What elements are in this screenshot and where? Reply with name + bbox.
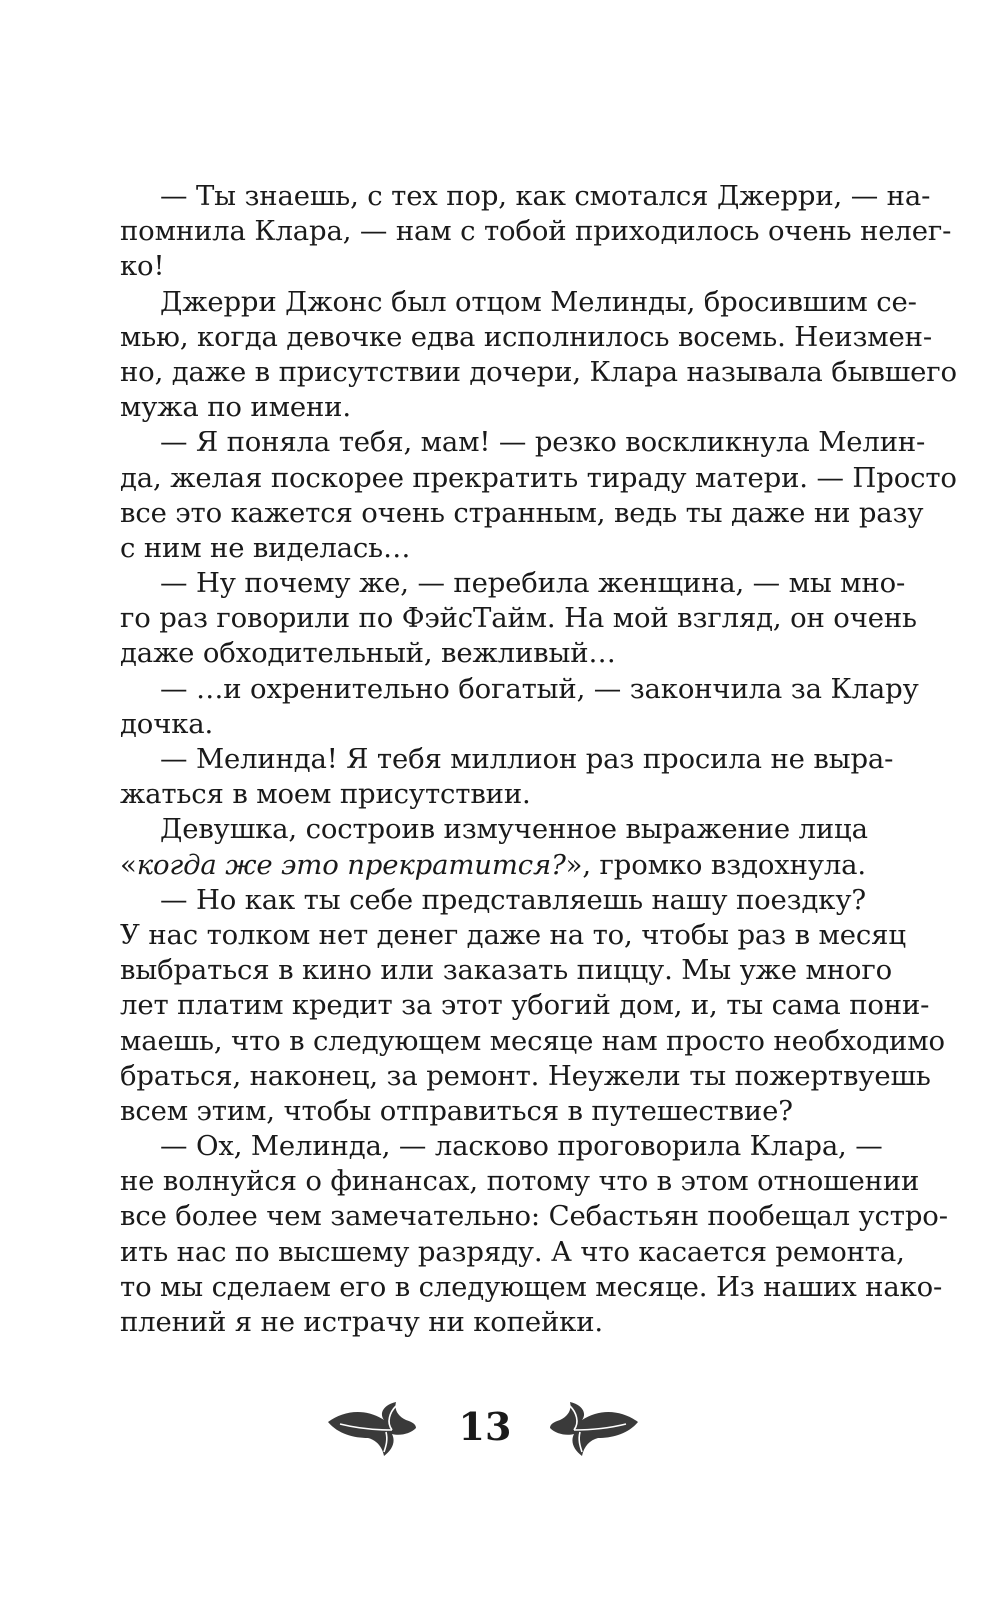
leaf-ornament-icon: [326, 1400, 418, 1458]
text-line: ить нас по высшему разряду. А что касается ремонта,: [120, 1235, 905, 1268]
text-line: помнила Клара, — нам с тобой приходилось очень нелег-: [120, 215, 952, 248]
text-line: выбраться в кино или заказать пиццу. Мы уже много: [120, 954, 892, 987]
text-line: Девушка, состроив измученное выражение лица: [160, 813, 868, 846]
text-line: с ним не виделась…: [120, 531, 411, 564]
text-line: всем этим, чтобы отправиться в путешествие?: [120, 1094, 793, 1127]
text-line: мью, когда девочке едва исполнилось восемь. Неизмен-: [120, 320, 932, 353]
text-line: браться, наконец, за ремонт. Неужели ты пожертвуешь: [120, 1059, 931, 1092]
text-line: Джерри Джонс был отцом Мелинды, бросившим се-: [160, 285, 917, 318]
text-line: «когда же это прекратится?», громко вздохнула.: [120, 848, 867, 881]
text-line: — Мелинда! Я тебя миллион раз просила не выра-: [160, 743, 894, 775]
text-line: то мы сделаем его в следующем месяце. Из наших нако-: [120, 1270, 943, 1303]
text-line: — Но как ты себе представляешь нашу поездку?: [160, 883, 866, 916]
text-line: все более чем замечательно: Себастьян пообещал устро-: [120, 1200, 948, 1233]
text-line: маешь, что в следующем месяце нам просто необходимо: [120, 1024, 945, 1057]
text-line: — Ты знаешь, с тех пор, как смотался Джерри, — на-: [160, 180, 931, 212]
text-line: но, даже в присутствии дочери, Клара называла бывшего: [120, 355, 957, 388]
text-line: все это кажется очень странным, ведь ты даже ни разу: [120, 496, 924, 529]
text-line: — Ну почему же, — перебила женщина, — мы мно-: [160, 567, 906, 600]
text-line: мужа по имени.: [120, 391, 351, 424]
text-line: — Ох, Мелинда, — ласково проговорила Клара, —: [160, 1130, 883, 1163]
text-line: жаться в моем присутствии.: [120, 778, 531, 811]
text-line: го раз говорили по ФэйсТайм. На мой взгляд, он очень: [120, 602, 917, 635]
text-line: — Я поняла тебя, мам! — резко воскликнула Мелин-: [160, 426, 926, 459]
text-line: даже обходительный, вежливый…: [120, 637, 616, 670]
text-line: — …и охренительно богатый, — закончила за Клару: [160, 672, 919, 705]
leaf-ornament-icon: [548, 1400, 640, 1458]
italic-quote: когда же это прекратится?: [136, 848, 566, 881]
text-line: да, желая поскорее прекратить тираду матери. — Просто: [120, 461, 957, 494]
text-line: лет платим кредит за этот убогий дом, и, ты сама пони-: [120, 989, 930, 1022]
text-line: ко!: [120, 250, 165, 283]
text-line: дочка.: [120, 707, 214, 740]
text-line: плений я не истрачу ни копейки.: [120, 1306, 603, 1338]
page-number: 13: [458, 1404, 512, 1449]
text-line: У нас толком нет денег даже на то, чтобы раз в месяц: [120, 918, 906, 951]
text-line: не волнуйся о финансах, потому что в этом отношении: [120, 1165, 920, 1198]
page-text: [120, 179, 957, 1340]
page-footer: [0, 1400, 1000, 1460]
